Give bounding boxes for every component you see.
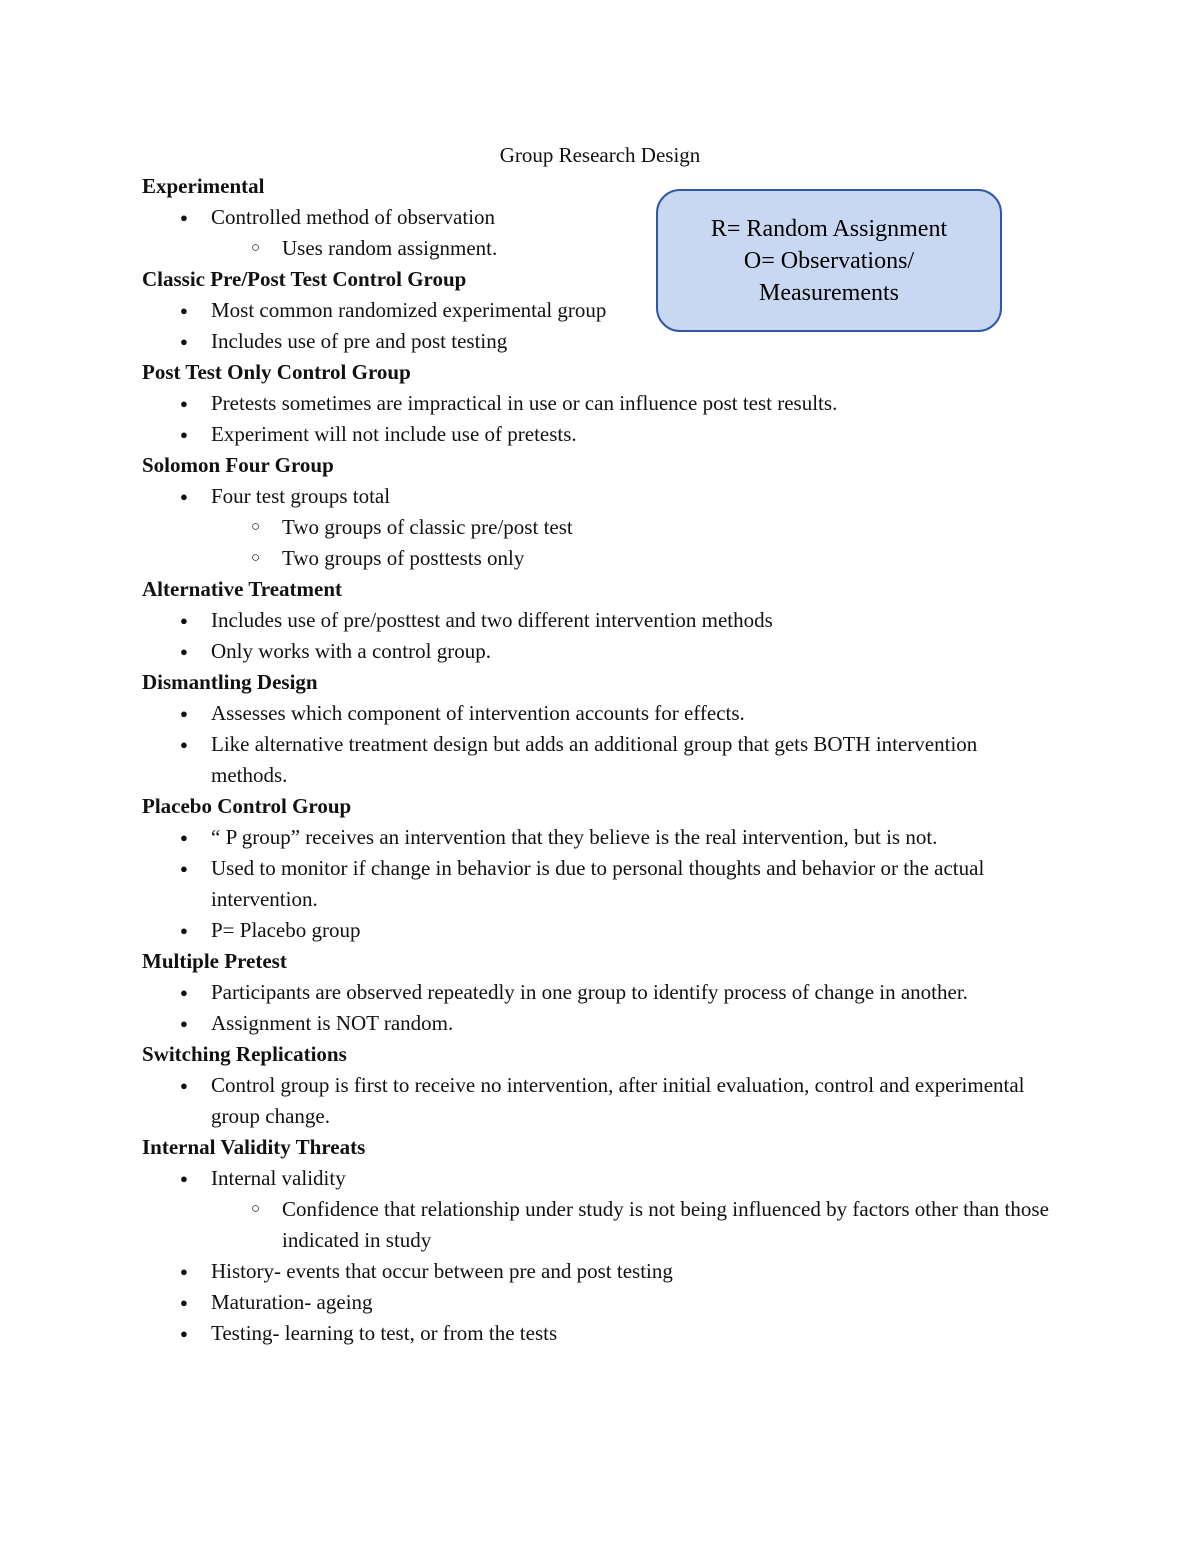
section-heading: Multiple Pretest — [142, 949, 287, 973]
hollow-bullet-icon: ○ — [251, 1201, 261, 1217]
bullet-icon: ● — [180, 1264, 188, 1279]
legend-line-measurements: Measurements — [759, 279, 899, 306]
bullet-list — [142, 1163, 1052, 1349]
sub-list-item: ○ Two groups of classic pre/post test — [211, 512, 1052, 543]
bullet-icon: ● — [180, 706, 188, 721]
sub-list-item: ○ Uses random assignment. — [211, 233, 1052, 264]
section-heading: Alternative Treatment — [142, 577, 343, 601]
list-item: ● Assignment is NOT random. — [142, 1008, 1052, 1039]
list-item: ● “ P group” receives an intervention that they believe is the real intervention, but is not. — [142, 822, 1052, 853]
section-heading: Dismantling Design — [142, 670, 318, 694]
list-item: ● History- events that occur between pre and post testing — [142, 1256, 1052, 1287]
bullet-icon: ● — [180, 644, 188, 659]
legend-line-observations: O= Observations/ — [743, 247, 915, 274]
sub-bullet-list — [211, 233, 1052, 264]
bullet-icon: ● — [180, 985, 188, 1000]
bullet-icon: ● — [180, 489, 188, 504]
bullet-icon: ● — [180, 1078, 188, 1093]
section-heading: Solomon Four Group — [142, 453, 334, 477]
bullet-icon: ● — [180, 613, 188, 628]
list-item: ● Participants are observed repeatedly in one group to identify process of change in another. — [142, 977, 1051, 1008]
list-item: ● Maturation- ageing — [142, 1287, 1052, 1318]
list-item: ● Four test groups total ○ Two groups of classic pre/post test ○ Two groups of posttests only — [142, 481, 1052, 574]
bullet-icon: ● — [180, 396, 188, 411]
section-heading: Experimental — [142, 174, 265, 198]
list-item: ● Used to monitor if change in behavior is due to personal thoughts and behavior or the actual intervention. — [142, 853, 1091, 915]
bullet-list — [142, 295, 1052, 357]
bullet-list — [142, 605, 1052, 667]
bullet-list — [142, 977, 1052, 1039]
list-item: ● Like alternative treatment design but adds an additional group that gets BOTH intervention methods. — [142, 729, 1021, 791]
sub-bullet-list — [211, 1194, 1052, 1256]
section-heading: Switching Replications — [142, 1042, 347, 1066]
list-item: ● Assesses which component of intervention accounts for effects. — [142, 698, 1052, 729]
hollow-bullet-icon: ○ — [251, 519, 261, 535]
bullet-list — [142, 481, 1052, 574]
bullet-list — [142, 202, 1052, 264]
section-heading: Placebo Control Group — [142, 794, 352, 818]
bullet-icon: ● — [180, 1326, 188, 1341]
bullet-icon: ● — [180, 303, 188, 318]
list-item: ● Experiment will not include use of pretests. — [142, 419, 1052, 450]
bullet-list — [142, 822, 1052, 946]
bullet-icon: ● — [180, 1171, 188, 1186]
bullet-icon: ● — [180, 210, 188, 225]
bullet-icon: ● — [180, 830, 188, 845]
hollow-bullet-icon: ○ — [251, 550, 261, 566]
list-item: ● Internal validity ○ Confidence that relationship under study is not being influenced by factors other than those indicated in study — [142, 1163, 1052, 1256]
list-item: ● Most common randomized experimental group — [142, 295, 671, 326]
section-heading: Classic Pre/Post Test Control Group — [142, 267, 467, 291]
document-body — [142, 171, 1052, 1349]
bullet-list — [142, 1070, 1052, 1132]
list-item: ● Controlled method of observation ○ Uses random assignment. — [142, 202, 1052, 264]
list-item: ● Includes use of pre and post testing — [142, 326, 1052, 357]
bullet-icon: ● — [180, 1295, 188, 1310]
list-item: ● Testing- learning to test, or from the tests — [142, 1318, 1052, 1349]
list-item: ● Pretests sometimes are impractical in use or can influence post test results. — [142, 388, 1052, 419]
list-item: ● P= Placebo group — [142, 915, 1052, 946]
section-heading: Post Test Only Control Group — [142, 360, 411, 384]
bullet-icon: ● — [180, 737, 188, 752]
bullet-list — [142, 698, 1052, 791]
sub-list-item: ○ Confidence that relationship under study is not being influenced by factors other than those indicated in study — [211, 1194, 1052, 1256]
bullet-icon: ● — [180, 427, 188, 442]
sub-list-item: ○ Two groups of posttests only — [211, 543, 1052, 574]
bullet-icon: ● — [180, 861, 188, 876]
list-item: ● Only works with a control group. — [142, 636, 1052, 667]
legend-line-random-assignment: R= Random Assignment — [710, 215, 948, 242]
bullet-icon: ● — [180, 923, 188, 938]
page-title: Group Research Design — [499, 143, 701, 167]
list-item: ● Includes use of pre/posttest and two different intervention methods — [142, 605, 1052, 636]
bullet-icon: ● — [180, 334, 188, 349]
bullet-list — [142, 388, 1052, 450]
sub-bullet-list — [211, 512, 1052, 574]
hollow-bullet-icon: ○ — [251, 240, 261, 256]
bullet-icon: ● — [180, 1016, 188, 1031]
section-heading: Internal Validity Threats — [142, 1135, 366, 1159]
list-item: ● Control group is first to receive no intervention, after initial evaluation, control and experimental group change. — [142, 1070, 1071, 1132]
